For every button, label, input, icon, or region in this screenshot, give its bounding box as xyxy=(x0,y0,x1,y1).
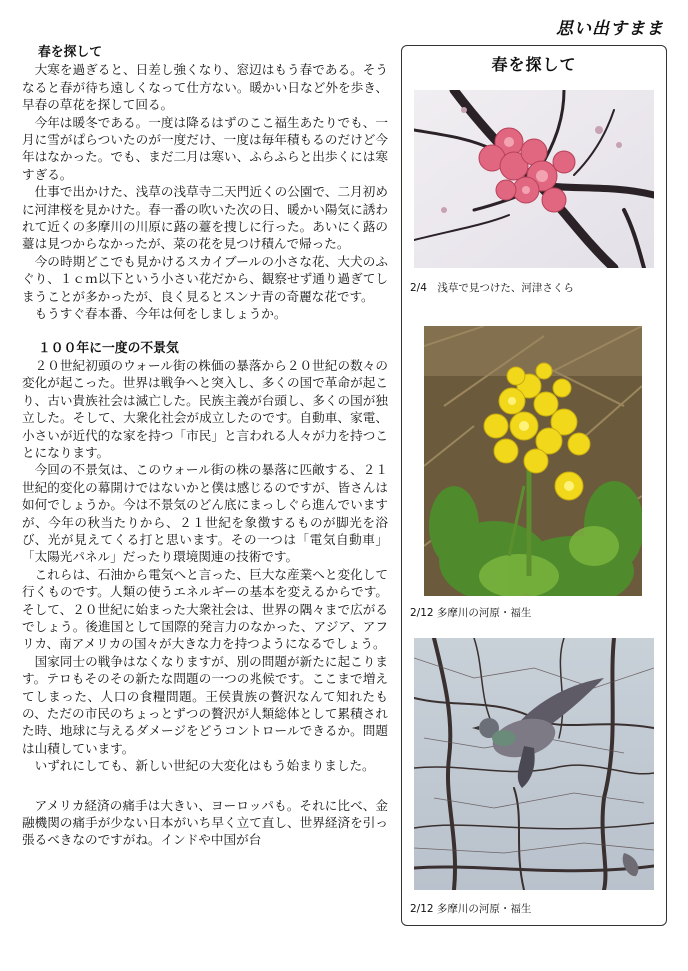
pigeon-icon xyxy=(414,638,654,890)
article-title: 春を探して xyxy=(38,45,102,60)
photo-caption: 2/12 多摩川の河原・福生 xyxy=(410,607,532,619)
article-paragraph: もうすぐ春本番、今年は何をしましょうか。 xyxy=(34,306,287,322)
rapeseed-flower-icon xyxy=(424,326,642,596)
cherry-blossom-icon xyxy=(414,90,654,268)
sidebar-title: 春を探して xyxy=(491,55,577,74)
article-paragraph: 仕事で出かけた、浅草の浅草寺二天門近くの公園で、二月初めに河津桜を見かけた。春一番の吹いた次の日、暖かい陽気に誘われて近くの多摩川の川原に蕗の薹を捜しに行った。あいにく蕗の薹は見つからなかったが、菜の花を見つけ積んで帰った。 xyxy=(22,184,388,252)
article-paragraph: 今回の不景気は、このウォール街の株の暴落に匹敵する、２１世紀的変化の幕開けではないかと僕は感じるのですが、皆さんは如何でしょうか。今は不景気のどん底にまっしぐら進んでいますが、今年の秋当たりから、２１世紀を象徴するものが脚光を浴び、光が見えてくる打と思います。その一つは「電気自動車」「太陽光パネル」だったり環境関連の技術です。 xyxy=(22,462,388,565)
photo-sidebar xyxy=(401,45,667,926)
article-paragraph: 今年は暖冬である。一度は降るはずのここ福生あたりでも、一月に雪がぱらついたのが一度だけ、一度は毎年積もるのだけど今年はなかった。でも、まだ二月は寒い、ふらふらと出歩くには寒すぎる。 xyxy=(22,114,388,182)
rapeseed-flower-photo xyxy=(424,326,642,596)
newsletter-header: 思い出すまま xyxy=(556,19,664,39)
photo-caption: 2/4 浅草で見つけた、河津さくら xyxy=(410,282,574,294)
article-column xyxy=(22,44,388,849)
photo-caption: 2/12 多摩川の河原・福生 xyxy=(410,903,532,915)
pigeon-photo xyxy=(414,638,654,890)
cherry-blossom-photo xyxy=(414,90,654,268)
article-paragraph: 国家同士の戦争はなくなりますが、別の問題が新たに起こります。テロもそのその新たな問題の一つの兆候です。ここまで増えてしまった、人口の食糧問題。王侯貴族の贅沢なんて知れたもの、ただの市民のちょっとずつの贅沢が人類総体として累積された時、地球に与えるダメージをどうコントロールできるか。問題は山積しています。 xyxy=(22,653,388,756)
article-paragraph: 今の時期どこでも見かけるスカイブールの小さな花、大犬のふぐり、１ｃｍ以下という小さい花だから、観察せず通り過ぎてしまうことが多かったが、良く見るとスンナ青の奇麗な花です。 xyxy=(22,253,388,304)
article-title: １００年に一度の不景気 xyxy=(38,340,179,356)
article-paragraph: アメリカ経済の痛手は大きい、ヨーロッパも。それに比べ、金融機関の痛手が少ない日本がいち早く立て直し、世界経済を引っ張るべきなのですがね。インドや中国が台 xyxy=(22,797,388,848)
article-paragraph: いずれにしても、新しい世紀の大変化はもう始まりました。 xyxy=(34,758,375,774)
article-paragraph: これらは、石油から電気へと言った、巨大な産業へと変化して行くものです。人類の使うエネルギーの基本を変えるからです。そして、２０世紀に始まった大衆社会は、世界の隅々まで広がるでしょう。後進国として国際的発言力のなかった、アジア、アフリカ、南アメリカの国々が大きな力を持つようになるでしょう。 xyxy=(22,566,388,652)
article-paragraph: ２０世紀初頭のウォール街の株価の暴落から２０世紀の数々の変化が起こった。世界は戦争へと突入し、多くの国で革命が起こり、古い貴族社会は滅亡した。民族主義が台頭し、多くの国が独立した。そして、大衆化社会が成立したのです。自動車、家電、小さいが近代的な家を持つ「市民」と言われる人々が力を持つことになります。 xyxy=(22,357,388,460)
article-paragraph: 大寒を過ぎると、日差し強くなり、窓辺はもう春である。そうなると春が待ち遠しくなって仕方ない。暖かい日など外を歩き、早春の草花を探して回る。 xyxy=(22,62,388,113)
